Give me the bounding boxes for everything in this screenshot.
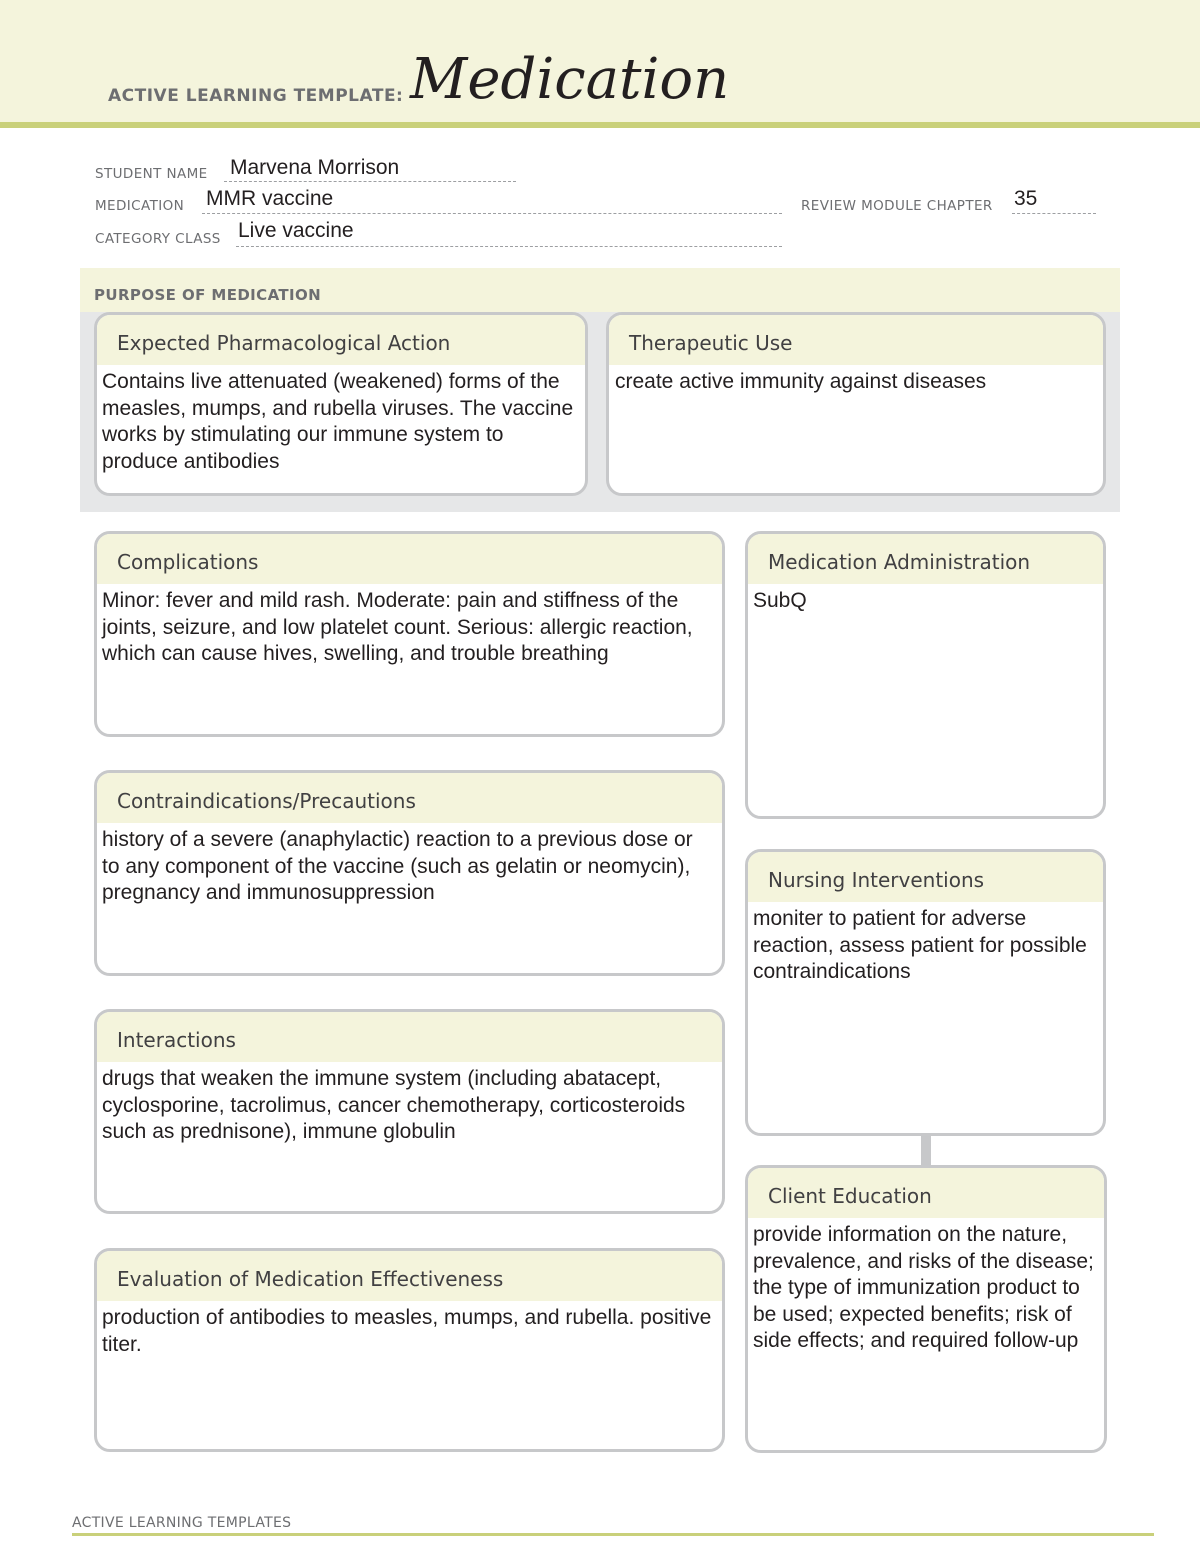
contraindications-heading: Contraindications/Precautions xyxy=(97,773,722,823)
medication-administration-text[interactable]: SubQ xyxy=(753,589,807,612)
therapeutic-use-text[interactable]: create active immunity against diseases xyxy=(615,370,987,393)
evaluation-heading: Evaluation of Medication Effectiveness xyxy=(97,1251,722,1301)
therapeutic-use-card xyxy=(606,312,1106,496)
page-title: Medication xyxy=(410,47,730,112)
complications-text[interactable]: Minor: fever and mild rash. Moderate: pain and stiffness of the joints, seizure, and low platelet count. Serious: allergic reaction, which can cause hives, swelling, and trouble breathing xyxy=(102,589,693,665)
expected-action-heading: Expected Pharmacological Action xyxy=(97,315,585,365)
client-education-heading: Client Education xyxy=(748,1168,1104,1218)
complications-heading: Complications xyxy=(97,534,722,584)
medication-administration-card xyxy=(745,531,1106,819)
evaluation-text[interactable]: production of antibodies to measles, mumps, and rubella. positive titer. xyxy=(102,1306,712,1356)
review-module-line xyxy=(1012,213,1096,214)
nursing-interventions-text[interactable]: moniter to patient for adverse reaction, assess patient for possible contraindications xyxy=(753,907,1087,983)
client-education-text[interactable]: provide information on the nature, prevalence, and risks of the disease; the type of immunization product to be used; expected benefits; risk of side effects; and required follow-up xyxy=(753,1223,1094,1352)
nursing-interventions-heading: Nursing Interventions xyxy=(748,852,1103,902)
client-education-card xyxy=(745,1165,1107,1453)
nursing-interventions-card xyxy=(745,849,1106,1136)
footer-label: ACTIVE LEARNING TEMPLATES xyxy=(72,1515,292,1531)
student-name-label: STUDENT NAME xyxy=(95,166,208,182)
medication-administration-heading: Medication Administration xyxy=(748,534,1103,584)
review-module-field[interactable]: 35 xyxy=(1014,187,1038,210)
category-class-field[interactable]: Live vaccine xyxy=(238,219,354,242)
category-class-line xyxy=(236,246,782,247)
medication-label: MEDICATION xyxy=(95,198,185,214)
footer-rule xyxy=(72,1533,1154,1536)
medication-line xyxy=(202,213,782,214)
template-label: ACTIVE LEARNING TEMPLATE: xyxy=(108,86,404,106)
interactions-text[interactable]: drugs that weaken the immune system (including abatacept, cyclosporine, tacrolimus, cancer chemotherapy, corticosteroids such as prednisone), immune globulin xyxy=(102,1067,686,1143)
header-rule xyxy=(0,122,1200,128)
contraindications-card xyxy=(94,770,725,976)
interactions-heading: Interactions xyxy=(97,1012,722,1062)
review-module-label: REVIEW MODULE CHAPTER xyxy=(801,198,993,214)
card-connector xyxy=(921,1135,931,1167)
student-name-line xyxy=(224,181,516,182)
expected-action-text[interactable]: Contains live attenuated (weakened) forms of the measles, mumps, and rubella viruses. The vaccine works by stimulating our immune system to produce antibodies xyxy=(102,370,574,473)
therapeutic-use-heading: Therapeutic Use xyxy=(609,315,1103,365)
category-class-label: CATEGORY CLASS xyxy=(95,231,221,247)
contraindications-text[interactable]: history of a severe (anaphylactic) reaction to a previous dose or to any component of the vaccine (such as gelatin or neomycin), pregnancy and immunosuppression xyxy=(102,828,693,904)
purpose-section-label: PURPOSE OF MEDICATION xyxy=(94,286,322,304)
medication-field[interactable]: MMR vaccine xyxy=(206,187,334,210)
student-name-field[interactable]: Marvena Morrison xyxy=(230,156,400,179)
evaluation-card xyxy=(94,1248,725,1452)
interactions-card xyxy=(94,1009,725,1214)
expected-action-card xyxy=(94,312,588,496)
complications-card xyxy=(94,531,725,737)
